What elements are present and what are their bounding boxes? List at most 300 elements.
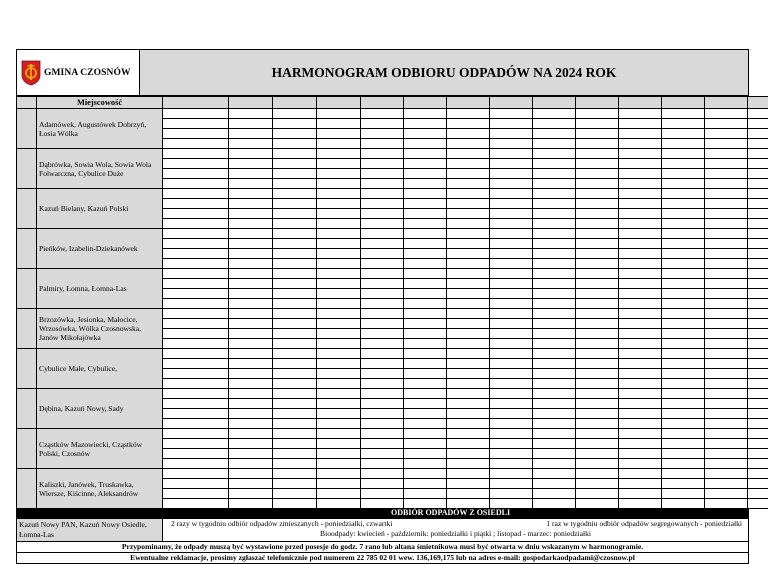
schedule-cell — [361, 429, 404, 439]
schedule-cell — [619, 189, 662, 199]
schedule-cell — [619, 339, 662, 349]
schedule-cell — [447, 179, 490, 189]
schedule-cell — [490, 379, 533, 389]
schedule-cell — [163, 189, 229, 199]
schedule-cell — [748, 349, 768, 359]
schedule-cell — [490, 129, 533, 139]
schedule-cell — [163, 109, 229, 119]
schedule-cell — [705, 289, 748, 299]
schedule-cell — [317, 199, 361, 209]
schedule-cell — [229, 459, 273, 469]
schedule-cell — [619, 129, 662, 139]
schedule-cell — [576, 479, 619, 489]
schedule-cell — [490, 299, 533, 309]
schedule-cell — [619, 429, 662, 439]
schedule-cell — [533, 279, 576, 289]
schedule-cell — [662, 289, 705, 299]
schedule-cell — [317, 429, 361, 439]
schedule-cell — [317, 499, 361, 509]
schedule-cell — [705, 409, 748, 419]
schedule-cell — [163, 139, 229, 149]
schedule-cell — [490, 479, 533, 489]
schedule-cell — [490, 419, 533, 429]
schedule-cell — [705, 199, 748, 209]
schedule-cell — [705, 219, 748, 229]
schedule-cell — [662, 229, 705, 239]
schedule-cell — [748, 319, 768, 329]
schedule-cell — [317, 239, 361, 249]
schedule-cell — [229, 399, 273, 409]
schedule-cell — [662, 439, 705, 449]
schedule-cell — [404, 209, 447, 219]
schedule-cell — [361, 229, 404, 239]
schedule-cell — [533, 169, 576, 179]
schedule-cell — [317, 469, 361, 479]
place-cell: Kaliszki, Janówek, Truskawka, Wiersze, Kiścinne, Aleksandrów — [37, 469, 163, 509]
schedule-cell — [490, 449, 533, 459]
schedule-cell — [361, 409, 404, 419]
place-cell: Brzozówka, Jesionka, Małocice, Wrzosówka, Wólka Czosnowska, Janów Mikołajówka — [37, 309, 163, 349]
schedule-cell — [662, 269, 705, 279]
place-cell: Cybulice Małe, Cybulice, — [37, 349, 163, 389]
indent-cell — [17, 149, 37, 189]
schedule-cell — [576, 289, 619, 299]
schedule-cell — [273, 199, 317, 209]
schedule-cell — [705, 119, 748, 129]
schedule-cell — [273, 409, 317, 419]
schedule-cell — [361, 439, 404, 449]
schedule-cell — [619, 259, 662, 269]
schedule-cell — [317, 439, 361, 449]
schedule-cell — [447, 269, 490, 279]
schedule-cell — [576, 439, 619, 449]
schedule-cell — [361, 269, 404, 279]
gmina-crest-icon — [21, 60, 41, 86]
schedule-cell — [361, 339, 404, 349]
schedule-cell — [533, 429, 576, 439]
schedule-cell — [576, 179, 619, 189]
schedule-cell — [273, 169, 317, 179]
schedule-cell — [533, 289, 576, 299]
schedule-cell — [404, 329, 447, 339]
schedule-cell — [705, 169, 748, 179]
schedule-cell — [273, 469, 317, 479]
schedule-cell — [748, 179, 768, 189]
schedule-cell — [163, 489, 229, 499]
schedule-cell — [361, 209, 404, 219]
schedule-cell — [619, 299, 662, 309]
complaints-note: Ewentualne reklamacje, prosimy zgłaszać telefonicznie pod numerem 22 785 02 01 wew. 136,169,175 lub na adres e-mail: gospodarkaodpadami@czosnow.pl — [16, 553, 749, 564]
schedule-cell — [273, 429, 317, 439]
schedule-cell — [533, 449, 576, 459]
schedule-cell — [361, 189, 404, 199]
schedule-cell — [273, 229, 317, 239]
schedule-cell — [533, 159, 576, 169]
schedule-cell — [705, 159, 748, 169]
schedule-cell — [229, 329, 273, 339]
schedule-cell — [576, 299, 619, 309]
schedule-cell — [317, 209, 361, 219]
schedule-cell — [229, 409, 273, 419]
schedule-cell — [748, 309, 768, 319]
schedule-cell — [533, 329, 576, 339]
schedule-cell — [317, 309, 361, 319]
schedule-cell — [361, 459, 404, 469]
schedule-cell — [361, 169, 404, 179]
schedule-cell — [361, 149, 404, 159]
schedule-cell — [576, 329, 619, 339]
schedule-cell — [748, 369, 768, 379]
schedule-cell — [748, 339, 768, 349]
schedule-cell — [229, 259, 273, 269]
indent-cell — [17, 269, 37, 309]
table-row — [17, 109, 768, 119]
schedule-cell — [229, 419, 273, 429]
schedule-cell — [490, 499, 533, 509]
schedule-cell — [404, 219, 447, 229]
schedule-cell — [273, 339, 317, 349]
schedule-cell — [533, 259, 576, 269]
schedule-cell — [361, 489, 404, 499]
schedule-cell — [447, 479, 490, 489]
schedule-cell — [229, 499, 273, 509]
schedule-cell — [229, 189, 273, 199]
schedule-cell — [576, 129, 619, 139]
schedule-cell — [447, 199, 490, 209]
schedule-cell — [163, 319, 229, 329]
schedule-cell — [361, 379, 404, 389]
schedule-cell — [447, 319, 490, 329]
schedule-cell — [163, 359, 229, 369]
schedule-cell — [163, 199, 229, 209]
schedule-cell — [163, 269, 229, 279]
schedule-cell — [404, 119, 447, 129]
schedule-cell — [163, 159, 229, 169]
schedule-cell — [662, 409, 705, 419]
schedule-cell — [748, 149, 768, 159]
schedule-cell — [229, 179, 273, 189]
schedule-cell — [361, 159, 404, 169]
schedule-cell — [361, 119, 404, 129]
schedule-cell — [317, 279, 361, 289]
schedule-cell — [404, 179, 447, 189]
schedule-cell — [447, 369, 490, 379]
header-row — [16, 49, 749, 96]
date-header-cell — [533, 97, 576, 109]
schedule-cell — [447, 259, 490, 269]
schedule-cell — [748, 469, 768, 479]
schedule-cell — [662, 209, 705, 219]
schedule-cell — [748, 109, 768, 119]
schedule-cell — [576, 219, 619, 229]
schedule-cell — [490, 169, 533, 179]
schedule-cell — [619, 179, 662, 189]
schedule-cell — [705, 489, 748, 499]
schedule-cell — [361, 469, 404, 479]
schedule-cell — [748, 269, 768, 279]
schedule-cell — [229, 489, 273, 499]
schedule-cell — [748, 289, 768, 299]
indent-cell — [17, 229, 37, 269]
schedule-cell — [273, 449, 317, 459]
schedule-cell — [273, 319, 317, 329]
schedule-cell — [163, 279, 229, 289]
schedule-cell — [490, 309, 533, 319]
schedule-cell — [619, 119, 662, 129]
schedule-cell — [705, 269, 748, 279]
schedule-cell — [447, 229, 490, 239]
schedule-cell — [273, 359, 317, 369]
schedule-cell — [662, 259, 705, 269]
schedule-cell — [533, 309, 576, 319]
schedule-cell — [619, 319, 662, 329]
schedule-cell — [447, 499, 490, 509]
date-header-cell — [490, 97, 533, 109]
schedule-cell — [748, 459, 768, 469]
schedule-cell — [748, 379, 768, 389]
schedule-cell — [404, 459, 447, 469]
date-header-cell — [163, 97, 229, 109]
schedule-cell — [361, 249, 404, 259]
schedule-cell — [163, 429, 229, 439]
date-header-cell — [229, 97, 273, 109]
schedule-cell — [317, 169, 361, 179]
schedule-cell — [163, 309, 229, 319]
schedule-cell — [229, 479, 273, 489]
schedule-cell — [619, 239, 662, 249]
schedule-cell — [317, 479, 361, 489]
schedule-cell — [490, 199, 533, 209]
schedule-cell — [619, 139, 662, 149]
schedule-cell — [533, 209, 576, 219]
schedule-cell — [229, 109, 273, 119]
schedule-cell — [404, 439, 447, 449]
reminder-note: Przypominamy, że odpady muszą być wystawione przed posesje do godz. 7 rano lub altana śmietnikowa musi być otwarta w dniu wskazanym w harmonogramie. — [16, 542, 749, 553]
schedule-cell — [404, 399, 447, 409]
schedule-cell — [619, 199, 662, 209]
gmina-name: GMINA CZOSNÓW — [44, 68, 131, 78]
schedule-cell — [705, 449, 748, 459]
schedule-cell — [273, 309, 317, 319]
schedule-cell — [576, 419, 619, 429]
schedule-cell — [447, 379, 490, 389]
schedule-cell — [317, 249, 361, 259]
schedule-cell — [490, 269, 533, 279]
schedule-cell — [576, 469, 619, 479]
schedule-cell — [490, 249, 533, 259]
schedule-cell — [361, 369, 404, 379]
schedule-cell — [404, 259, 447, 269]
schedule-cell — [404, 129, 447, 139]
schedule-cell — [273, 159, 317, 169]
schedule-cell — [662, 279, 705, 289]
schedule-cell — [447, 289, 490, 299]
schedule-cell — [229, 339, 273, 349]
schedule-cell — [273, 329, 317, 339]
schedule-cell — [229, 249, 273, 259]
schedule-cell — [619, 369, 662, 379]
schedule-cell — [163, 169, 229, 179]
place-cell: Palmiry, Łomna, Łomna-Las — [37, 269, 163, 309]
schedule-cell — [619, 249, 662, 259]
schedule-cell — [317, 389, 361, 399]
schedule-cell — [533, 119, 576, 129]
osiedla-row — [16, 519, 749, 542]
schedule-cell — [619, 439, 662, 449]
date-header-cell — [576, 97, 619, 109]
indent-cell — [17, 389, 37, 429]
schedule-cell — [662, 189, 705, 199]
schedule-cell — [163, 289, 229, 299]
schedule-cell — [619, 229, 662, 239]
schedule-sheet — [16, 49, 749, 564]
schedule-cell — [576, 279, 619, 289]
schedule-cell — [361, 499, 404, 509]
schedule-cell — [317, 159, 361, 169]
schedule-cell — [619, 449, 662, 459]
schedule-cell — [490, 319, 533, 329]
schedule-cell — [705, 499, 748, 509]
schedule-cell — [748, 209, 768, 219]
schedule-cell — [273, 489, 317, 499]
schedule-cell — [404, 269, 447, 279]
schedule-cell — [576, 139, 619, 149]
schedule-cell — [163, 179, 229, 189]
schedule-cell — [404, 199, 447, 209]
schedule-cell — [317, 449, 361, 459]
schedule-cell — [163, 449, 229, 459]
schedule-cell — [163, 479, 229, 489]
schedule-cell — [163, 399, 229, 409]
schedule-cell — [576, 319, 619, 329]
schedule-cell — [533, 379, 576, 389]
schedule-cell — [163, 129, 229, 139]
schedule-cell — [447, 489, 490, 499]
schedule-cell — [404, 299, 447, 309]
schedule-cell — [163, 299, 229, 309]
schedule-cell — [361, 389, 404, 399]
schedule-cell — [404, 239, 447, 249]
schedule-cell — [273, 399, 317, 409]
schedule-cell — [533, 299, 576, 309]
schedule-cell — [490, 279, 533, 289]
place-cell: Cząstków Mazowiecki, Cząstków Polski, Czosnów — [37, 429, 163, 469]
schedule-cell — [273, 419, 317, 429]
schedule-cell — [662, 309, 705, 319]
schedule-cell — [662, 429, 705, 439]
schedule-cell — [317, 269, 361, 279]
schedule-cell — [533, 419, 576, 429]
schedule-cell — [619, 329, 662, 339]
place-cell: Dębina, Kazuń Nowy, Sady — [37, 389, 163, 429]
schedule-cell — [273, 119, 317, 129]
schedule-cell — [447, 189, 490, 199]
schedule-cell — [576, 259, 619, 269]
schedule-cell — [273, 279, 317, 289]
schedule-cell — [619, 269, 662, 279]
osiedla-info — [163, 519, 748, 541]
schedule-cell — [576, 119, 619, 129]
schedule-cell — [490, 159, 533, 169]
schedule-cell — [748, 359, 768, 369]
schedule-cell — [576, 209, 619, 219]
schedule-cell — [447, 419, 490, 429]
schedule-cell — [229, 439, 273, 449]
gmina-logo-cell — [17, 50, 140, 95]
schedule-cell — [576, 399, 619, 409]
schedule-cell — [273, 149, 317, 159]
schedule-cell — [447, 279, 490, 289]
schedule-cell — [229, 349, 273, 359]
schedule-cell — [662, 499, 705, 509]
schedule-cell — [662, 119, 705, 129]
schedule-cell — [533, 339, 576, 349]
schedule-cell — [229, 309, 273, 319]
schedule-cell — [490, 389, 533, 399]
schedule-cell — [748, 249, 768, 259]
schedule-cell — [404, 109, 447, 119]
schedule-cell — [361, 259, 404, 269]
schedule-cell — [619, 399, 662, 409]
schedule-cell — [748, 299, 768, 309]
schedule-cell — [576, 229, 619, 239]
schedule-cell — [490, 149, 533, 159]
schedule-cell — [229, 119, 273, 129]
schedule-cell — [490, 409, 533, 419]
schedule-cell — [533, 349, 576, 359]
schedule-cell — [229, 389, 273, 399]
schedule-cell — [404, 309, 447, 319]
schedule-cell — [619, 489, 662, 499]
schedule-cell — [229, 129, 273, 139]
schedule-cell — [361, 199, 404, 209]
schedule-cell — [748, 229, 768, 239]
schedule-cell — [404, 149, 447, 159]
schedule-cell — [317, 489, 361, 499]
schedule-cell — [619, 289, 662, 299]
schedule-cell — [533, 199, 576, 209]
schedule-cell — [705, 209, 748, 219]
schedule-cell — [317, 179, 361, 189]
schedule-cell — [490, 329, 533, 339]
schedule-cell — [273, 179, 317, 189]
schedule-cell — [705, 189, 748, 199]
table-row — [17, 229, 768, 239]
schedule-cell — [317, 419, 361, 429]
schedule-cell — [404, 379, 447, 389]
schedule-cell — [705, 299, 748, 309]
schedule-cell — [404, 469, 447, 479]
schedule-cell — [490, 439, 533, 449]
schedule-cell — [662, 489, 705, 499]
schedule-cell — [317, 369, 361, 379]
schedule-cell — [229, 199, 273, 209]
date-header-cell — [705, 97, 748, 109]
schedule-cell — [273, 259, 317, 269]
schedule-cell — [229, 469, 273, 479]
schedule-cell — [533, 459, 576, 469]
schedule-cell — [533, 359, 576, 369]
schedule-cell — [576, 359, 619, 369]
schedule-cell — [361, 309, 404, 319]
schedule-cell — [317, 299, 361, 309]
schedule-cell — [273, 219, 317, 229]
schedule-cell — [317, 329, 361, 339]
schedule-cell — [273, 139, 317, 149]
schedule-cell — [490, 189, 533, 199]
schedule-cell — [748, 329, 768, 339]
schedule-cell — [533, 489, 576, 499]
